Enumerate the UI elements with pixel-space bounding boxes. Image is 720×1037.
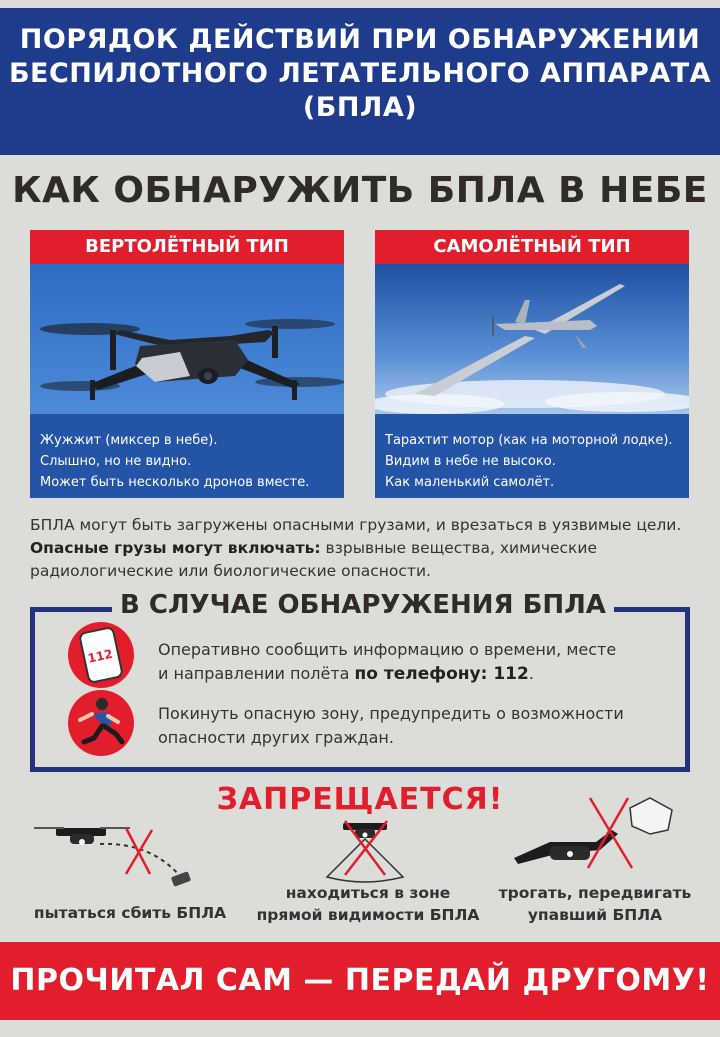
forbidden-touch-line-1: трогать, передвигать bbox=[498, 884, 692, 902]
heli-line: Может быть несколько дронов вместе. bbox=[40, 475, 310, 490]
action-report bbox=[158, 638, 616, 686]
action-report-line-2 bbox=[158, 662, 616, 686]
no-shoot-illustration bbox=[30, 818, 220, 902]
action-report-text: и направлении полёта bbox=[158, 664, 355, 683]
plane-description bbox=[385, 430, 685, 493]
plane-label: САМОЛЁТНЫЙ ТИП bbox=[375, 230, 689, 264]
header-line-2: БЕСПИЛОТНОГО ЛЕТАТЕЛЬНОГО АППАРАТА bbox=[8, 58, 712, 89]
warning-paragraph bbox=[30, 514, 695, 583]
warning-line-3: радиологические или биологические опасности. bbox=[30, 562, 431, 580]
plane-line: Видим в небе не высоко. bbox=[385, 454, 556, 469]
heli-card bbox=[30, 230, 344, 498]
heli-label: ВЕРТОЛЁТНЫЙ ТИП bbox=[30, 230, 344, 264]
forbidden-zone-line-2: прямой видимости БПЛА bbox=[256, 906, 480, 924]
forbidden-zone bbox=[248, 882, 488, 926]
warning-line-2 bbox=[30, 537, 695, 560]
phone-icon-number: 112 bbox=[86, 646, 114, 666]
warning-rest: взрывные вещества, химические bbox=[320, 539, 598, 557]
actions-title: В СЛУЧАЕ ОБНАРУЖЕНИЯ БПЛА bbox=[112, 590, 614, 620]
phone-number: по телефону: 112 bbox=[354, 664, 529, 684]
heli-line: Слышно, но не видно. bbox=[40, 454, 192, 469]
plane-line: Тарахтит мотор (как на моторной лодке). bbox=[385, 433, 673, 448]
running-person-icon bbox=[68, 690, 134, 756]
header-line-3: (БПЛА) bbox=[302, 92, 418, 123]
detect-title: КАК ОБНАРУЖИТЬ БПЛА В НЕБЕ bbox=[12, 170, 708, 211]
phone-icon bbox=[68, 622, 134, 688]
poster-header bbox=[0, 8, 720, 155]
plane-card bbox=[375, 230, 689, 498]
no-touch-illustration bbox=[500, 790, 690, 884]
action-leave-line-1: Покинуть опасную зону, предупредить о возможности bbox=[158, 704, 624, 723]
action-leave bbox=[158, 702, 624, 750]
forbidden-touch bbox=[490, 882, 700, 926]
heli-description bbox=[40, 430, 340, 493]
footer-banner: ПРОЧИТАЛ САМ — ПЕРЕДАЙ ДРУГОМУ! bbox=[0, 942, 720, 1020]
action-leave-line-2: опасности других граждан. bbox=[158, 728, 394, 747]
action-report-end: . bbox=[528, 664, 534, 683]
no-line-of-sight-illustration bbox=[315, 815, 415, 889]
quadcopter-image bbox=[30, 264, 344, 414]
forbidden-touch-line-2: упавший БПЛА bbox=[527, 906, 663, 924]
forbidden-zone-line-1: находиться в зоне bbox=[285, 884, 451, 902]
forbidden-shoot: пытаться сбить БПЛА bbox=[33, 904, 227, 922]
plane-drone-image bbox=[375, 264, 689, 414]
forbidden-title: ЗАПРЕЩАЕТСЯ! bbox=[216, 782, 504, 817]
heli-line: Жужжит (миксер в небе). bbox=[40, 433, 218, 448]
warning-line-1: БПЛА могут быть загружены опасными грузами, и врезаться в уязвимые цели. bbox=[30, 516, 682, 534]
action-report-line-1: Оперативно сообщить информацию о времени, месте bbox=[158, 640, 617, 659]
plane-line: Как маленький самолёт. bbox=[385, 475, 555, 490]
header-line-1: ПОРЯДОК ДЕЙСТВИЙ ПРИ ОБНАРУЖЕНИИ bbox=[19, 24, 701, 55]
warning-bold: Опасные грузы могут включать: bbox=[30, 539, 321, 557]
